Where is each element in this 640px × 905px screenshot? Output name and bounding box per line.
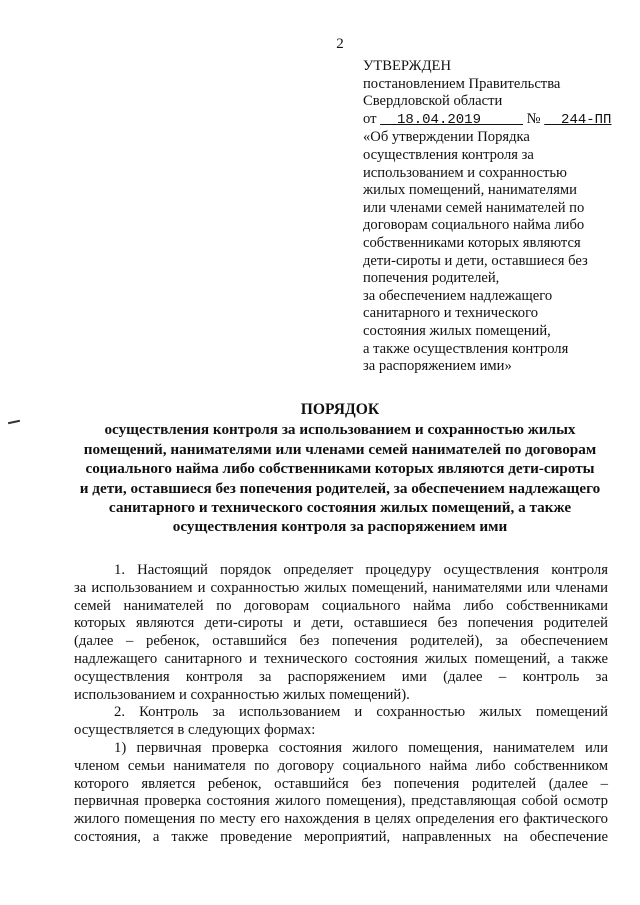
- number-sign: №: [526, 110, 541, 127]
- body-line: 2. Контроль за использованием и сохранностью жилых помещений: [114, 704, 608, 721]
- reference-line: осуществления контроля за: [363, 146, 534, 163]
- approval-block: [363, 58, 613, 376]
- approval-date: [380, 112, 523, 128]
- reference-line: санитарного и технического: [363, 305, 539, 322]
- approval-date-line: [363, 111, 613, 130]
- page-number: 2: [336, 36, 344, 52]
- reference-line: а также осуществления контроля: [363, 340, 569, 357]
- body-line: надлежащего санитарного и технического состояния жилых помещений, а также: [74, 650, 608, 667]
- date-prefix: от: [363, 110, 377, 127]
- reference-line: использованием и сохранностью: [363, 164, 567, 181]
- body-line: первичная проверка состояния жилого помещения), представляющая собой осмотр: [74, 793, 608, 810]
- body-line: членом семьи нанимателя по договору социального найма либо собственником: [74, 757, 608, 774]
- body-line: 1) первичная проверка состояния жилого помещения, нанимателем или: [114, 739, 608, 756]
- body-line: использованием и сохранностью жилых помещений).: [74, 686, 410, 703]
- title-heading: ПОРЯДОК: [300, 401, 380, 418]
- title-line: осуществления контроля за использованием и сохранностью жилых: [104, 421, 576, 439]
- approval-number-value: 244-ПП: [561, 111, 612, 128]
- reference-line: состояния жилых помещений,: [363, 322, 551, 339]
- body-line: осуществляется в следующих формах:: [74, 722, 316, 739]
- reference-line: попечения родителей,: [363, 270, 500, 287]
- approval-date-value: 18.04.2019: [396, 111, 481, 128]
- title-line: социального найма либо собственниками которых являются дети-сироты: [85, 460, 595, 478]
- body-line: за использованием и сохранностью жилых помещений, нанимателями или членами: [74, 579, 608, 596]
- title-line: помещений, нанимателями или членами семей нанимателей по договорам: [83, 440, 597, 458]
- reference-line: договорам социального найма либо: [363, 217, 585, 234]
- body-line: семей нанимателей по договорам социального найма либо собственниками: [74, 597, 608, 614]
- body-line: 1. Настоящий порядок определяет процедуру осуществления контроля: [114, 562, 608, 578]
- body-line: жилого помещения по месту его нахождения в целях определения его фактического: [74, 811, 608, 828]
- reference-line: жилых помещений, нанимателями: [363, 182, 577, 199]
- title-line: осуществления контроля за распоряжением ими: [172, 518, 508, 536]
- title-line: и дети, оставшиеся без попечения родителей, за обеспечением надлежащего: [79, 479, 601, 497]
- reference-line: или членами семей нанимателей по: [363, 199, 585, 216]
- body-line: осуществления контроля за распоряжением ими (далее – контроль за: [74, 668, 608, 685]
- reference-line: за распоряжением ими»: [363, 358, 512, 375]
- approval-heading: УТВЕРЖДЕН: [363, 58, 451, 74]
- document-title: [60, 400, 620, 537]
- reference-line: «Об утверждении Порядка: [363, 129, 530, 146]
- body-line: состояния, а также проведение мероприятий, направленных на обеспечение: [74, 828, 608, 845]
- reference-line: дети-сироты и дети, оставшиеся без: [363, 252, 588, 269]
- approval-line: постановлением Правительства: [363, 75, 561, 92]
- document-body: [74, 562, 608, 847]
- body-line: которого является ребенок, оставшийся без попечения родителей (далее –: [74, 775, 608, 792]
- reference-line: собственниками которых являются: [363, 234, 581, 251]
- approval-number: [544, 112, 611, 128]
- margin-pen-mark: [8, 420, 20, 424]
- approval-line: Свердловской области: [363, 93, 503, 110]
- body-line: (далее – ребенок, оставшийся без попечения родителей), за обеспечением: [74, 633, 608, 650]
- body-line: которых являются дети-сироты и дети, оставшиеся без попечения родителей: [74, 615, 608, 632]
- reference-line: за обеспечением надлежащего: [363, 287, 553, 304]
- title-line: санитарного и технического состояния жилых помещений, а также: [108, 499, 572, 517]
